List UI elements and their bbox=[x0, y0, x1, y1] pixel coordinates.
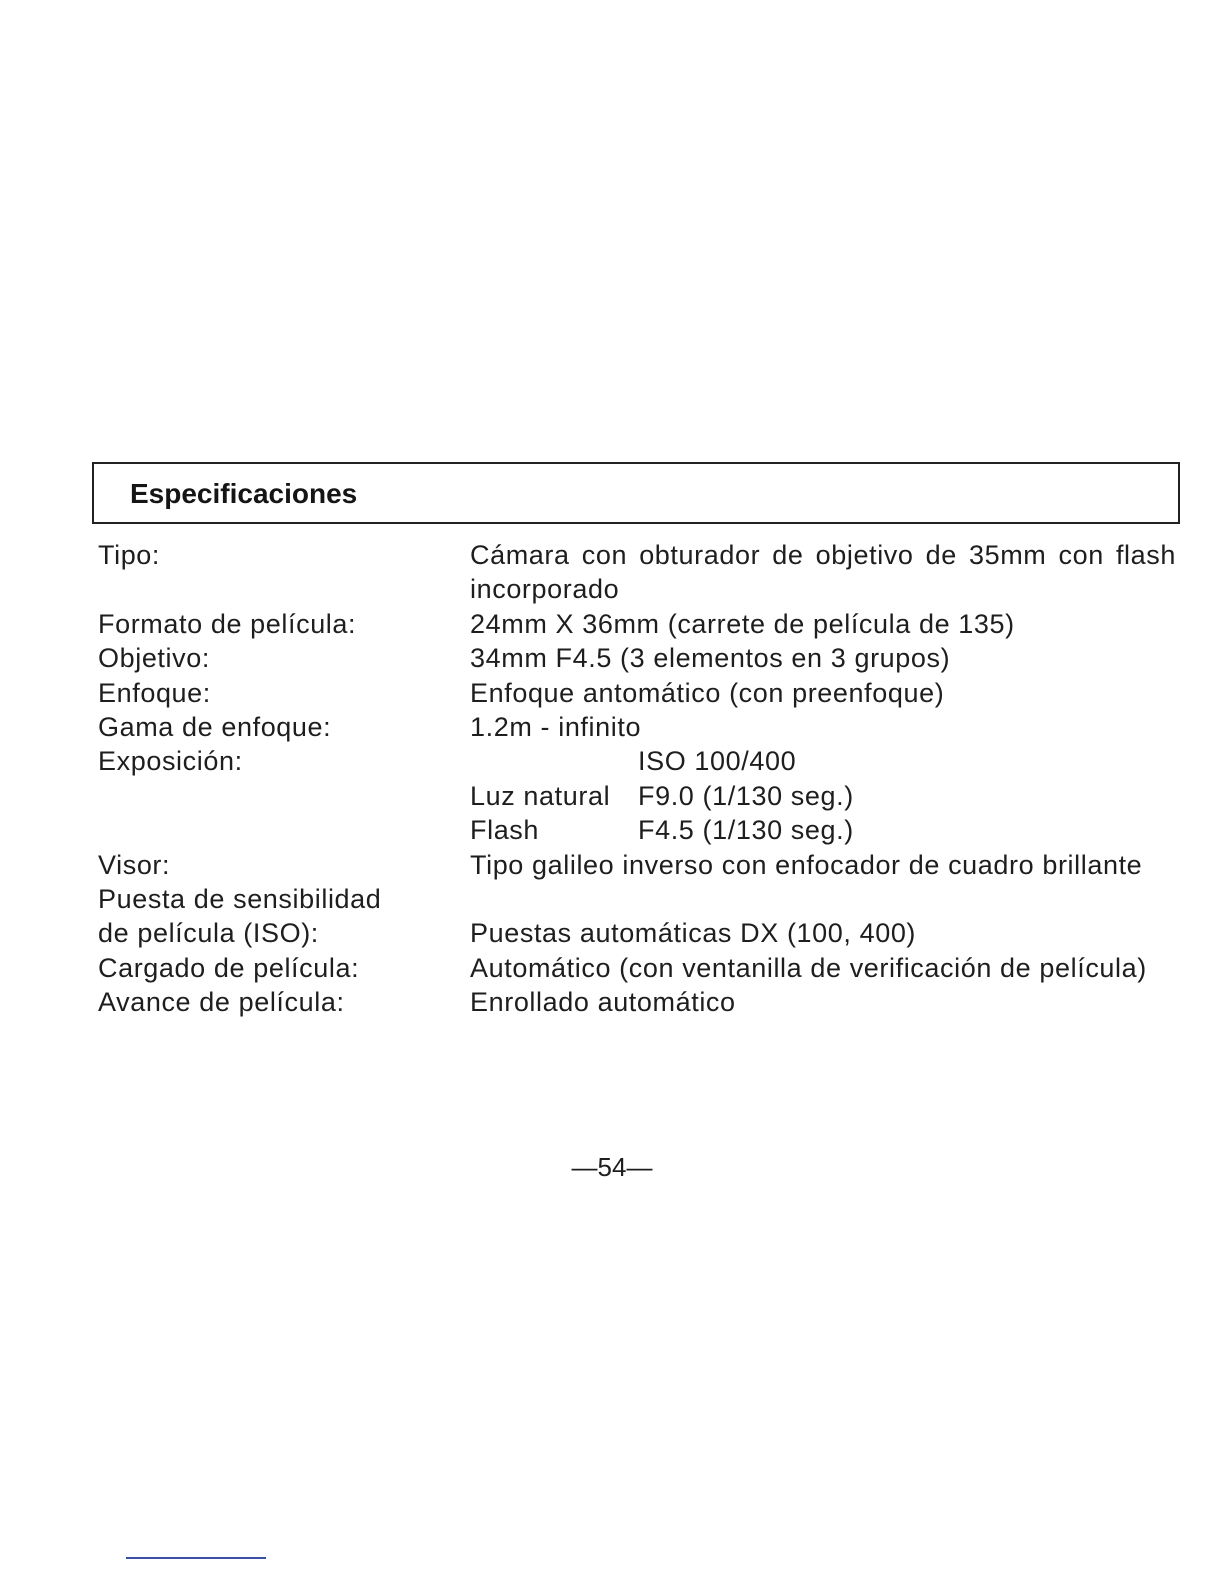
footer-rule bbox=[126, 1557, 266, 1559]
spec-value bbox=[470, 882, 1176, 951]
spec-row-cargado bbox=[98, 951, 1178, 985]
spec-label: Enfoque: bbox=[98, 677, 211, 708]
spec-label: Avance de película: bbox=[98, 987, 345, 1018]
spec-row-formato bbox=[98, 607, 1178, 641]
exposure-mode: Luz natural bbox=[470, 780, 611, 811]
page-number: —54— bbox=[571, 1152, 653, 1182]
exposure-row bbox=[470, 779, 1176, 813]
spec-row-exposicion bbox=[98, 744, 1178, 847]
spec-value: Enfoque antomático (con preenfoque) bbox=[470, 677, 945, 708]
spec-value: 1.2m - infinito bbox=[470, 712, 642, 743]
exposure-block bbox=[470, 744, 1176, 847]
spec-list bbox=[98, 538, 1178, 1020]
spec-row-tipo bbox=[98, 538, 1178, 607]
spec-row-gama bbox=[98, 710, 1178, 744]
spec-label: Exposición: bbox=[98, 746, 243, 777]
spec-value: Enrollado automático bbox=[470, 987, 736, 1018]
spec-row-avance bbox=[98, 985, 1178, 1019]
spec-label: Puesta de sensibilidad de película (ISO): bbox=[98, 884, 382, 949]
spec-label: Cargado de película: bbox=[98, 952, 360, 983]
exposure-iso-header: ISO 100/400 bbox=[638, 746, 797, 777]
spec-label: Objetivo: bbox=[98, 643, 210, 674]
spec-label: Visor: bbox=[98, 849, 171, 880]
exposure-value: F4.5 (1/130 seg.) bbox=[638, 815, 854, 846]
spacer bbox=[470, 882, 1176, 916]
spec-row-iso bbox=[98, 882, 1178, 951]
exposure-value: F9.0 (1/130 seg.) bbox=[638, 780, 854, 811]
iso-setting-value: Puestas automáticas DX (100, 400) bbox=[470, 918, 917, 949]
spec-value: Automático (con ventanilla de verificación de película) bbox=[470, 952, 1147, 983]
spec-label: Tipo: bbox=[98, 540, 161, 570]
exposure-row bbox=[470, 813, 1176, 847]
exposure-mode: Flash bbox=[470, 815, 540, 846]
spec-value: 24mm X 36mm (carrete de película de 135) bbox=[470, 608, 1015, 639]
spec-row-objetivo bbox=[98, 641, 1178, 675]
section-title: Especificaciones bbox=[130, 478, 358, 509]
spec-value: 34mm F4.5 (3 elementos en 3 grupos) bbox=[470, 643, 951, 674]
spec-row-enfoque bbox=[98, 676, 1178, 710]
spec-row-visor bbox=[98, 848, 1178, 882]
section-title-box bbox=[92, 462, 1180, 524]
spec-value: Tipo galileo inverso con enfocador de cuadro brillante bbox=[470, 849, 1143, 880]
spec-label: Formato de película: bbox=[98, 608, 357, 639]
spec-label: Gama de enfoque: bbox=[98, 712, 332, 743]
spec-value: Cámara con obturador de objetivo de 35mm con flash incorporado bbox=[470, 540, 1176, 605]
